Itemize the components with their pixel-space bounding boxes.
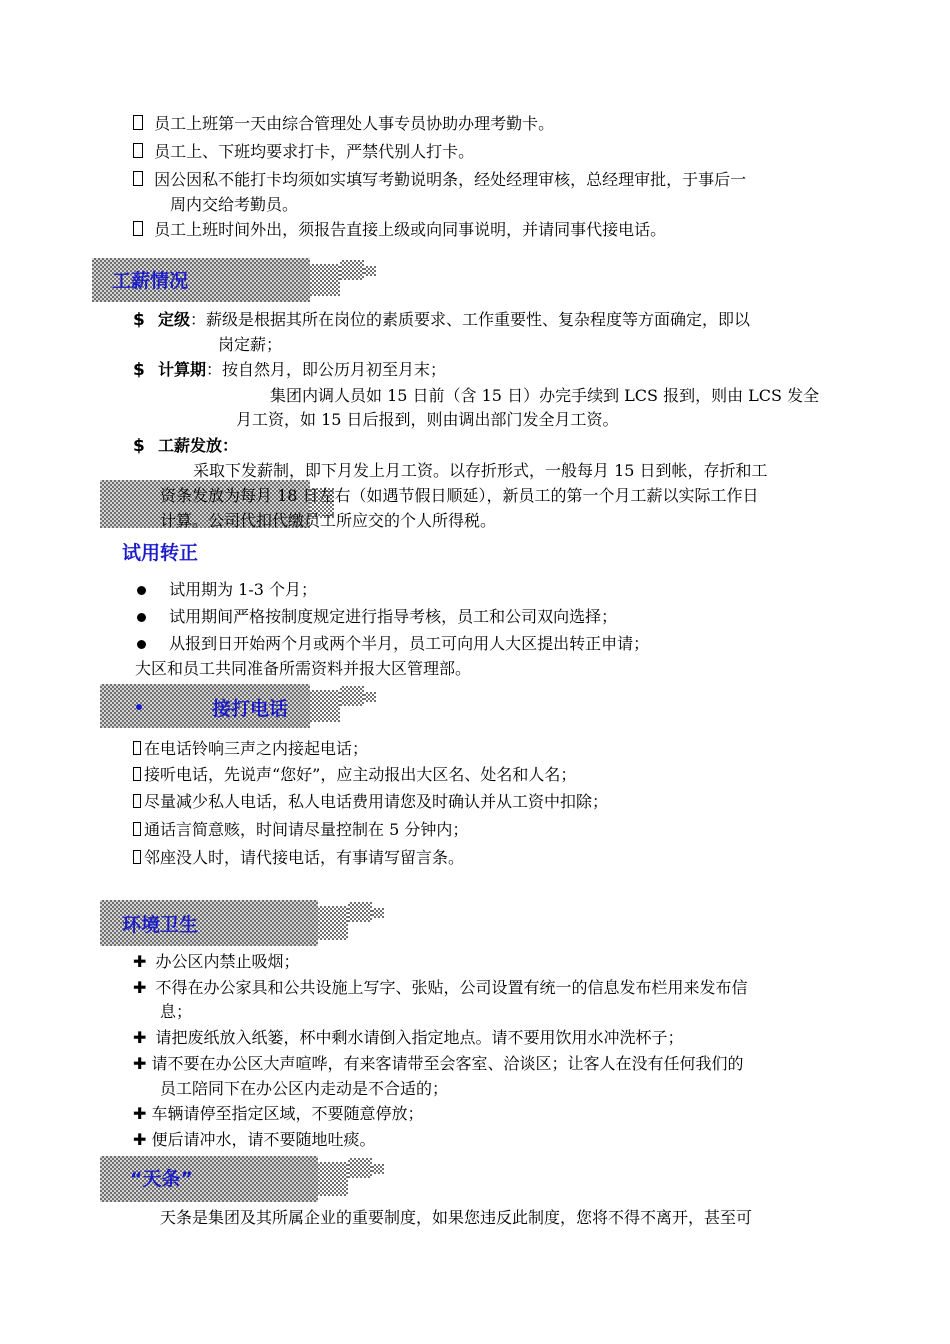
list-item: 通话言简意赅，时间请尽量控制在 5 分钟内； [133,818,468,842]
salary-pay-line: 计算。公司代扣代缴员工所应交的个人所得税。 [160,511,497,530]
dollar-icon: $ [133,310,145,330]
salary-transfer-line: 集团内调人员如 15 日前（含 15 日）办完手续到 LCS 报到，则由 LCS 发全 [270,386,820,405]
heading-title: “天条” [130,1168,193,1190]
plus-icon: ✚ [133,1028,147,1047]
list-item: 在电话铃响三声之内接起电话； [133,737,368,761]
list-item-continuation: 员工陪同下在办公区内走动是不合适的； [160,1079,449,1098]
salary-transfer-line: 月工资，如 15 日后报到，则由调出部门发全月工资。 [236,410,619,429]
section-heading-hygiene [100,900,386,946]
list-item: ✚ 办公区内禁止吸烟； [133,952,300,971]
heading-title: 接打电话 [212,698,289,720]
list-item: ✚ 不得在办公家具和公共设施上写字、张贴，公司设置有统一的信息发布栏用来发布信 [133,978,748,997]
salary-period-row: $ 计算期：按自然月，即公历月初至月末； [133,360,446,380]
square-bullet-icon [133,115,143,130]
list-item: ✚ 车辆请停至指定区域，不要随意停放； [133,1104,424,1123]
list-item: 尽量减少私人电话，私人电话费用请您及时确认并从工资中扣除； [133,790,608,814]
list-item: 邻座没人时，请代接电话，有事请写留言条。 [133,846,464,870]
square-bullet-icon [133,171,143,186]
square-bullet-icon [133,794,141,808]
square-bullet-icon [133,767,141,781]
section-heading-salary [92,258,378,302]
list-item: 从报到日开始两个月或两个半月，员工可向用人大区提出转正申请； [137,632,649,656]
probation-note: 大区和员工共同准备所需资料并报大区管理部。 [135,659,472,678]
dollar-icon: $ [133,360,145,380]
plus-icon: ✚ [133,1130,147,1149]
heading-title: 工薪情况 [112,270,189,292]
list-item-continuation: 息； [160,1002,193,1021]
list-item: 员工上班时间外出，须报告直接上级或向同事说明，并请同事代接电话。 [133,218,666,242]
list-item: 试用期为 1-3 个月； [137,578,317,602]
list-item: 员工上班第一天由综合管理处人事专员协助办理考勤卡。 [133,112,554,136]
list-item: 接听电话，先说声“您好”，应主动报出大区名、处名和人名； [133,763,576,787]
bullet-icon [137,613,146,622]
plus-icon: ✚ [133,1054,147,1073]
salary-pay-row: $ 工薪发放： [133,436,238,456]
salary-pay-line: 资条发放为每月 18 日左右（如遇节假日顺延），新员工的第一个月工薪以实际工作日 [160,486,759,505]
bullet-icon [137,586,146,595]
bullet-icon [137,640,146,649]
section-heading-probation: 试用转正 [122,542,199,564]
plus-icon: ✚ [133,952,147,971]
list-item: ✚ 便后请冲水，请不要随地吐痰。 [133,1130,376,1149]
list-item: 因公因私不能打卡均须如实填写考勤说明条，经处经理审核，总经理审批，于事后一 [133,168,746,192]
salary-grade-continuation: 岗定薪； [218,335,283,354]
square-bullet-icon [133,221,143,236]
list-item: ✚ 请把废纸放入纸篓，杯中剩水请倒入指定地点。请不要用饮用水冲洗杯子； [133,1028,684,1047]
list-item: 员工上、下班均要求打卡，严禁代别人打卡。 [133,140,474,164]
square-bullet-icon [133,822,141,836]
bullet-icon [136,704,142,710]
plus-icon: ✚ [133,978,147,997]
list-item-continuation: 周内交给考勤员。 [170,195,299,214]
square-bullet-icon [133,143,143,158]
list-item: 试用期间严格按制度规定进行指导考核，员工和公司双向选择； [137,605,617,629]
salary-pay-line: 采取下发薪制，即下月发上月工资。以存折形式，一般每月 15 日到帐，存折和工 [193,461,768,480]
plus-icon: ✚ [133,1104,147,1123]
rules-text: 天条是集团及其所属企业的重要制度，如果您违反此制度，您将不得不离开，甚至可 [160,1208,753,1227]
dollar-icon: $ [133,436,145,456]
square-bullet-icon [133,850,141,864]
section-heading-phone [100,684,380,728]
section-heading-rules [100,1156,386,1202]
salary-grade-row: $ 定级：薪级是根据其所在岗位的素质要求、工作重要性、复杂程度等方面确定，即以 [133,310,750,330]
heading-title: 环境卫生 [122,914,199,936]
list-item: ✚ 请不要在办公区大声喧哗，有来客请带至会客室、洽谈区；让客人在没有任何我们的 [133,1054,744,1073]
square-bullet-icon [133,741,141,755]
